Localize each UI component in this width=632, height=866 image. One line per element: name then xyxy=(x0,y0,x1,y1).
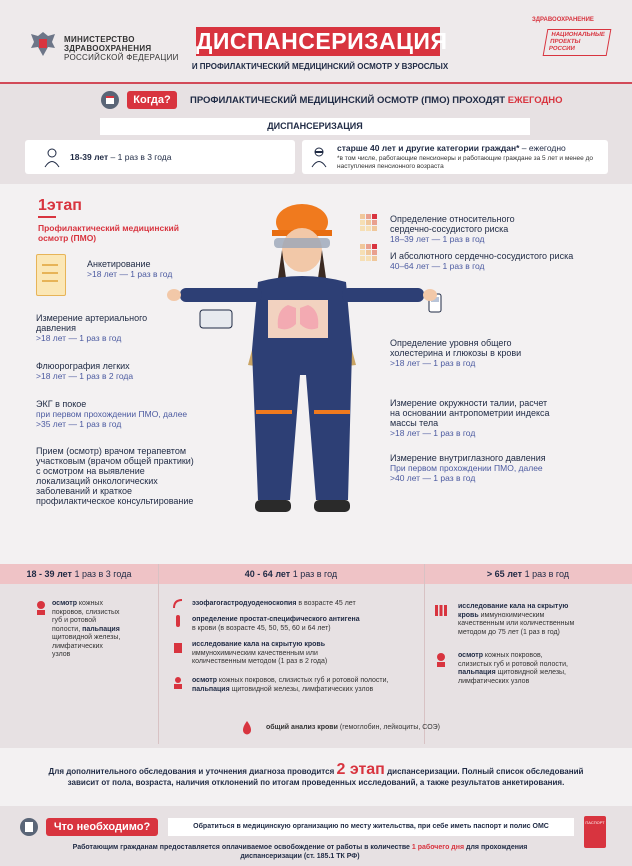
col1-text xyxy=(52,600,152,660)
item-fluorography xyxy=(36,361,133,381)
col3-bold: пальпация xyxy=(458,669,496,676)
item-title: локализаций онкологических xyxy=(36,476,158,486)
stage1-underline xyxy=(38,216,56,218)
item-schedule: при первом прохождении ПМО, далее xyxy=(36,409,188,419)
col1-line: губ и ротовой xyxy=(52,617,97,624)
age-col3-bold: > 65 лет xyxy=(486,569,523,579)
age-18-39-text xyxy=(70,152,171,162)
col1-line: кожных xyxy=(76,600,103,607)
item-title: Измерение окружности талии, расчет xyxy=(390,398,548,408)
item-title: холестерина и глюкозы в крови xyxy=(390,348,522,358)
age-col2-bold: 40 - 64 лет xyxy=(244,569,291,579)
clipboard-line xyxy=(42,272,58,274)
ministry-line-1: МИНИСТЕРСТВО xyxy=(64,35,135,44)
exam-icon xyxy=(434,652,448,668)
need-badge: Что необходимо? xyxy=(46,818,158,836)
footer-pre: Работающим гражданам предоставляется оплачиваемое освобождение от работы в количестве xyxy=(72,844,412,851)
age-groups-bar xyxy=(0,564,632,584)
item-title: Анкетирование xyxy=(87,259,151,269)
col3-item-stool xyxy=(458,603,574,637)
col1-bold: осмотр xyxy=(52,600,77,607)
col2-item-egd xyxy=(192,600,356,609)
when-text xyxy=(190,95,563,106)
ministry-name xyxy=(64,35,179,62)
col2-text: в крови (в возрасте 45, 50, 55, 60 и 64 лет) xyxy=(192,624,331,632)
col3-item-exam xyxy=(458,652,568,686)
pmo-line-2: осмотр (ПМО) xyxy=(38,233,97,243)
item-title: профилактическое консультирование xyxy=(36,496,194,506)
item-schedule: 40–64 лет — 1 раз в год xyxy=(390,261,485,271)
col3-text: иммунохимическим xyxy=(478,611,545,619)
col1-line: покровов, слизистых xyxy=(52,608,120,616)
age-col1-bold: 18 - 39 лет xyxy=(26,569,72,579)
item-title: Определение уровня общего xyxy=(390,338,512,348)
col2-text: количественным методом (1 раз в 2 года) xyxy=(192,658,328,665)
item-title: Измерение внутриглазного давления xyxy=(390,453,546,463)
cbc-rest: (гемоглобин, лейкоциты, СОЭ) xyxy=(337,724,441,731)
col2-text: в возрасте 45 лет xyxy=(296,600,356,607)
age-col-65 xyxy=(424,564,632,584)
item-title: массы тела xyxy=(390,418,439,428)
item-title: ЭКГ в покое xyxy=(36,399,87,409)
stage2-pre: Для дополнительного обследования и уточнения диагноза проводится xyxy=(48,767,337,776)
stage2-post: диспансеризации. Полный список обследований xyxy=(384,767,584,776)
clipboard-line xyxy=(42,280,58,282)
col2-item-psa xyxy=(192,616,360,633)
age2-bold: старше 40 лет и другие категории граждан* xyxy=(337,143,520,153)
person-icon xyxy=(43,148,61,168)
np-line-3: РОССИИ xyxy=(548,46,576,52)
col3-bold: кровь xyxy=(458,611,479,619)
dispensary-label: ДИСПАНСЕРИЗАЦИЯ xyxy=(100,118,530,135)
footer-line2: диспансеризации (ст. 185.1 ТК РФ) xyxy=(240,853,360,860)
item-title: Измерение артериального xyxy=(36,313,148,323)
stage1-title: 1этап xyxy=(38,197,82,214)
item-title: заболеваний и краткое xyxy=(36,486,133,496)
col3-bold: осмотр xyxy=(458,652,483,659)
item-schedule: >18 лет — 1 раз в год xyxy=(390,358,476,368)
age-col3-rest: 1 раз в год xyxy=(522,569,570,579)
item-title: И абсолютного сердечно-сосудистого риска xyxy=(390,251,574,261)
header-divider xyxy=(0,82,632,84)
clipboard-line xyxy=(42,264,58,266)
elder-person-icon xyxy=(310,146,328,168)
col3-text: щитовидной железы, xyxy=(495,669,567,676)
np-category: ЗДРАВООХРАНЕНИЕ xyxy=(532,17,594,23)
footer-post: для прохождения xyxy=(464,844,528,851)
col1-line: узлов xyxy=(52,651,71,658)
col1-line: лимфатических xyxy=(52,642,103,650)
when-text-main: ПРОФИЛАКТИЧЕСКИЙ МЕДИЦИНСКИЙ ОСМОТР (ПМО) ПРОХОДЯТ xyxy=(190,95,506,106)
sample-tubes-icon xyxy=(434,603,448,617)
footer-highlight: 1 рабочего дня xyxy=(411,844,465,851)
item-title: Прием (осмотр) врачом терапевтом xyxy=(36,446,187,456)
worker-illustration xyxy=(160,200,460,540)
item-schedule: При первом прохождении ПМО, далее xyxy=(390,463,543,473)
ministry-line-3: РОССИЙСКОЙ ФЕДЕРАЦИИ xyxy=(64,53,179,62)
item-title: Флюорография легких xyxy=(36,361,130,371)
col1-line: полости, xyxy=(52,625,83,633)
col2-text: иммунохимическим качественным или xyxy=(192,649,318,657)
passport-label: ПАСПОРТ xyxy=(585,820,605,825)
clipboard-icon xyxy=(36,254,66,296)
np-line-1: НАЦИОНАЛЬНЫЕ xyxy=(550,32,606,38)
stage2-highlight: 2 этап xyxy=(336,761,385,778)
exam-icon xyxy=(172,676,184,690)
stage2-text xyxy=(26,761,606,788)
col2-item-stool xyxy=(192,641,327,667)
col2-bold: исследование кала на скрытую кровь xyxy=(192,641,326,648)
pmo-label xyxy=(38,223,179,243)
calendar-icon xyxy=(101,91,119,109)
item-title: сердечно-сосудистого риска xyxy=(390,224,509,234)
ministry-line-2: ЗДРАВООХРАНЕНИЯ xyxy=(64,44,152,53)
age-box-40-plus xyxy=(302,140,608,174)
exam-icon xyxy=(34,600,48,616)
cbc-bold: общий анализ крови xyxy=(266,724,338,731)
age-box-18-39 xyxy=(25,140,295,174)
sample-icon xyxy=(172,640,184,654)
pmo-line-1: Профилактический медицинский xyxy=(38,223,179,233)
item-schedule: >18 лет — 1 раз в 2 года xyxy=(36,371,134,381)
age-col-18-39 xyxy=(0,564,158,584)
ministry-emblem-icon xyxy=(28,30,58,58)
col3-text: качественным или количественным xyxy=(458,620,575,627)
item-schedule: >35 лет — 1 раз в год xyxy=(36,419,122,429)
item-blood-pressure xyxy=(36,313,147,343)
stage2-line2: зависит от пола, возраста, наличия отклонений по итогам проведенных исследований, а также результатов анкетирования. xyxy=(67,778,565,787)
item-schedule: >18 лет — 1 раз в год xyxy=(390,428,476,438)
col3-text: методом до 75 лет (1 раз в год) xyxy=(458,628,560,636)
age1-rest: – 1 раз в 3 года xyxy=(108,152,172,162)
item-title: с осмотром на выявление xyxy=(36,466,145,476)
col3-text: лимфатических узлов xyxy=(458,677,530,685)
clipboard-icon xyxy=(20,818,38,836)
page-subtitle: И ПРОФИЛАКТИЧЕСКИЙ МЕДИЦИНСКИЙ ОСМОТР У ВЗРОСЛЫХ xyxy=(191,62,449,71)
test-tube-icon xyxy=(172,614,184,628)
when-highlight: ЕЖЕГОДНО xyxy=(507,95,563,106)
item-schedule: >18 лет — 1 раз в год xyxy=(36,333,122,343)
item-title: давления xyxy=(36,323,76,333)
col2-bold: эзофагогастродуоденоскопия xyxy=(192,600,297,607)
blood-drop-icon xyxy=(240,720,254,736)
age-40-text xyxy=(337,143,566,153)
endoscopy-icon xyxy=(172,598,184,610)
age-col1-rest: 1 раз в 3 года xyxy=(71,569,132,579)
col3-bold: исследование кала на скрытую xyxy=(458,603,569,610)
footer-note xyxy=(30,843,570,861)
col2-item-exam xyxy=(192,677,389,694)
col2-bold: пальпация xyxy=(192,685,230,693)
col3-text: слизистых губ и ротовой полости, xyxy=(458,660,568,668)
col1-bold: пальпация xyxy=(82,625,120,633)
item-title: участковым (врачом общей практики) xyxy=(36,456,194,466)
page-title: ДИСПАНСЕРИЗАЦИЯ xyxy=(196,28,448,54)
passport-icon xyxy=(584,816,606,848)
col2-bold: осмотр xyxy=(192,677,217,684)
col2-bold: определение простат-специфического антигена xyxy=(192,616,360,623)
col2-text: кожных покровов, слизистых губ и ротовой полости, xyxy=(216,677,389,684)
age-col-40-64 xyxy=(158,564,424,584)
item-title: Определение относительного xyxy=(390,214,515,224)
cbc-text xyxy=(266,724,440,731)
item-schedule: >40 лет — 1 раз в год xyxy=(390,473,476,483)
age2-rest: – ежегодно xyxy=(519,143,566,153)
age-40-note: *в том числе, работающие пенсионеры и работающие граждане за 5 лет и менее до наступления пенсионного возраста xyxy=(337,155,593,170)
col1-line: щитовидной железы, xyxy=(52,634,121,641)
when-badge: Когда? xyxy=(127,91,177,109)
col3-text: кожных покровов, xyxy=(482,652,543,659)
age1-bold: 18-39 лет xyxy=(70,152,109,162)
np-line-2: ПРОЕКТЫ xyxy=(549,39,581,45)
item-schedule: >18 лет — 1 раз в год xyxy=(87,269,173,279)
national-projects-logo xyxy=(543,29,611,56)
need-text: Обратиться в медицинскую организацию по месту жительства, при себе иметь паспорт и полис ОМС xyxy=(168,818,574,836)
col2-text: щитовидной железы, лимфатических узлов xyxy=(229,685,374,693)
age-col2-rest: 1 раз в год xyxy=(290,569,338,579)
item-title: на основании антропометрии индекса xyxy=(390,408,550,418)
item-schedule: 18–39 лет — 1 раз в год xyxy=(390,234,485,244)
